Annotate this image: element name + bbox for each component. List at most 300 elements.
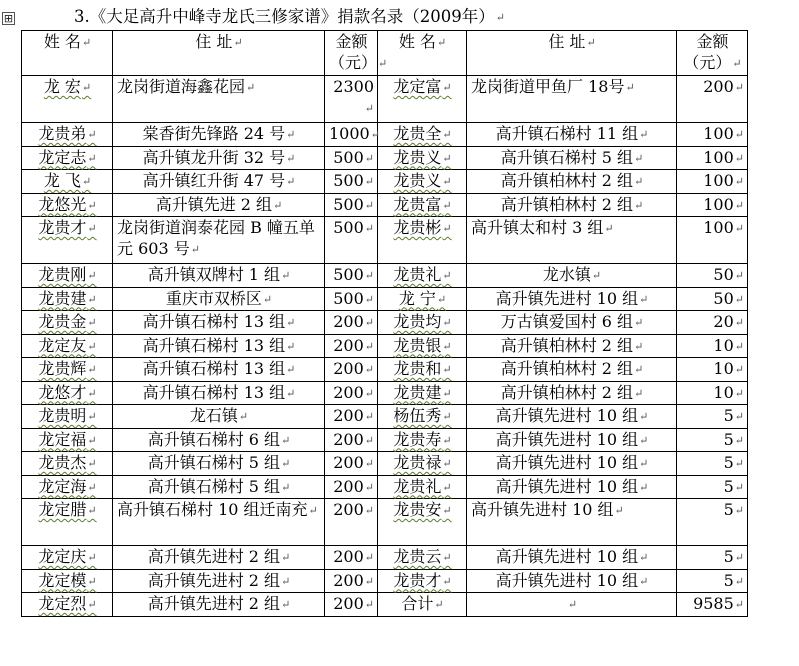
donor-amount-cell	[677, 475, 748, 499]
cell-end-mark: ↵	[442, 410, 452, 423]
donor-address-cell	[113, 76, 325, 123]
donor-address-text: 高升镇柏林村 2 组	[500, 194, 634, 214]
donor-amount-cell	[325, 170, 378, 194]
cell-end-mark: ↵	[634, 316, 644, 329]
donor-name-text: 龙悠光	[38, 194, 87, 214]
cell-end-mark: ↵	[87, 480, 97, 494]
cell-end-mark: ↵	[87, 598, 97, 611]
donor-address-text: 高升镇柏林村 2 组	[500, 382, 634, 402]
donor-name-text: 龙定海	[38, 476, 87, 496]
donor-name-text: 龙贵彬	[393, 218, 442, 237]
donor-amount-cell	[677, 217, 748, 264]
donor-amount-text: 200	[703, 77, 734, 96]
cell-end-mark: ↵	[442, 222, 452, 235]
donor-name-cell	[22, 381, 113, 405]
table-row	[22, 146, 748, 170]
donor-address-cell	[467, 334, 677, 358]
cell-end-mark: ↵	[364, 102, 374, 115]
donor-amount-text: 100	[703, 124, 734, 143]
donor-amount-text: 5	[723, 429, 734, 449]
cell-end-mark: ↵	[734, 81, 744, 94]
cell-end-mark: ↵	[364, 222, 374, 235]
donor-name-text: 龙定腊	[38, 500, 87, 519]
donor-amount-cell	[677, 428, 748, 452]
cell-end-mark: ↵	[567, 598, 578, 611]
donor-address-cell	[113, 499, 325, 546]
donor-name-cell	[378, 193, 467, 217]
cell-end-mark: ↵	[87, 504, 97, 517]
donor-amount-cell	[325, 381, 378, 405]
paragraph-mark: ↵	[495, 11, 505, 24]
donor-name-text: 龙定烈	[38, 594, 87, 613]
cell-end-mark: ↵	[281, 574, 291, 588]
donor-name-text: 龙贵礼	[393, 265, 442, 284]
donor-amount-text: 10	[713, 359, 734, 378]
cell-end-mark: ↵	[364, 598, 374, 611]
donor-address-cell	[467, 593, 677, 617]
donor-amount-cell	[677, 123, 748, 147]
donor-amount-cell	[677, 287, 748, 311]
cell-end-mark: ↵	[734, 175, 744, 188]
donor-name-text: 龙贵安	[393, 500, 442, 519]
donor-name-cell	[22, 499, 113, 546]
cell-end-mark: ↵	[281, 457, 291, 470]
cell-end-mark: ↵	[286, 363, 296, 376]
donor-amount-cell	[677, 264, 748, 288]
donor-amount-text: 200	[333, 429, 364, 449]
donor-amount-text: 100	[703, 194, 734, 214]
cell-end-mark: ↵	[246, 81, 256, 94]
donor-address-cell	[467, 311, 677, 335]
cell-end-mark: ↵	[87, 269, 97, 282]
donor-amount-cell	[325, 311, 378, 335]
cell-end-mark: ↵	[281, 269, 291, 282]
table-row	[22, 334, 748, 358]
cell-end-mark: ↵	[639, 410, 649, 423]
donor-address-text: 高升镇先进 2 组	[155, 194, 273, 214]
cell-end-mark: ↵	[442, 316, 452, 329]
donor-name-cell	[22, 405, 113, 429]
table-move-handle[interactable]: ⊞	[3, 12, 14, 25]
donor-name-cell	[378, 76, 467, 123]
donor-address-cell	[467, 193, 677, 217]
header-amount-1: 金额 （元）↵	[325, 31, 378, 76]
cell-end-mark: ↵	[734, 269, 744, 282]
donor-name-cell	[22, 546, 113, 570]
donor-address-cell	[113, 123, 325, 147]
cell-end-mark: ↵	[442, 128, 452, 141]
donor-name-text: 龙贵辉	[38, 359, 87, 378]
cell-end-mark: ↵	[734, 339, 744, 353]
cell-end-mark: ↵	[734, 316, 744, 329]
cell-end-mark: ↵	[364, 175, 374, 188]
cell-end-mark: ↵	[238, 410, 249, 423]
donor-name-cell	[22, 123, 113, 147]
donor-name-text: 龙贵才	[393, 570, 442, 590]
donor-amount-text: 100	[703, 147, 734, 167]
cell-end-mark: ↵	[442, 574, 452, 588]
cell-end-mark: ↵	[634, 363, 644, 376]
donor-amount-text: 500	[333, 265, 364, 284]
donor-address-cell	[113, 170, 325, 194]
donor-address-text: 高升镇先进村 10 组	[471, 500, 614, 519]
donation-table	[21, 30, 748, 617]
cell-end-mark: ↵	[364, 316, 374, 329]
donor-name-cell	[378, 170, 467, 194]
table-row	[22, 76, 748, 123]
donor-address-cell	[467, 358, 677, 382]
donor-amount-text: 200	[333, 335, 364, 355]
donor-amount-text: 5	[723, 570, 734, 590]
donor-address-text: 高升镇柏林村 2 组	[500, 171, 634, 190]
donor-address-text: 龙岗街道海鑫花园	[117, 77, 246, 96]
donor-address-text: 龙岗街道甲鱼厂 18号	[471, 77, 625, 96]
donor-address-text: 高升镇石梯村 10 组迁南充	[117, 500, 308, 519]
donor-name-cell	[22, 358, 113, 382]
donor-name-text: 龙定模	[38, 570, 87, 590]
donor-amount-cell	[677, 76, 748, 123]
cell-end-mark: ↵	[81, 81, 92, 94]
cell-end-mark: ↵	[734, 574, 744, 588]
cell-end-mark: ↵	[634, 198, 644, 212]
donor-amount-text: 1000	[329, 124, 370, 143]
donor-address-cell	[467, 452, 677, 476]
cell-end-mark: ↵	[442, 386, 452, 400]
donor-amount-cell	[325, 76, 378, 123]
donor-name-cell	[378, 264, 467, 288]
cell-end-mark: ↵	[734, 410, 744, 423]
donor-address-text: 高升镇先进村 10 组	[495, 476, 639, 496]
donor-name-text: 龙 宏	[43, 77, 81, 96]
donor-amount-text: 500	[333, 218, 364, 237]
donor-address-text: 高升镇太和村 3 组	[471, 218, 604, 237]
donor-address-text: 高升镇石梯村 13 组	[142, 359, 286, 378]
donor-amount-cell	[325, 452, 378, 476]
donor-name-text: 龙贵均	[393, 312, 442, 331]
donor-amount-cell	[325, 358, 378, 382]
cell-end-mark: ↵	[364, 198, 374, 212]
cell-end-mark: ↵	[281, 433, 291, 447]
cell-end-mark: ↵	[634, 175, 644, 188]
cell-end-mark: ↵	[734, 198, 744, 212]
donor-address-cell	[113, 452, 325, 476]
donor-amount-text: 5	[723, 500, 734, 519]
donor-address-cell	[113, 593, 325, 617]
donor-address-cell	[467, 170, 677, 194]
donor-amount-text: 10	[713, 382, 734, 402]
header-name-2: 姓 名↵	[378, 31, 467, 76]
donor-name-cell	[22, 193, 113, 217]
donor-amount-cell	[677, 311, 748, 335]
donor-name-text: 龙贵全	[393, 124, 442, 143]
donor-name-text: 龙贵义	[393, 171, 442, 190]
donor-name-text: 龙贵建	[38, 288, 87, 308]
donor-address-text: 高升镇龙升街 32 号	[142, 147, 286, 167]
donor-name-text: 龙贵刚	[38, 265, 87, 284]
donor-name-cell	[22, 428, 113, 452]
cell-end-mark: ↵	[286, 128, 296, 141]
donor-name-text: 龙贵云	[393, 547, 442, 566]
cell-end-mark: ↵	[639, 457, 649, 470]
donor-name-cell	[378, 405, 467, 429]
cell-end-mark: ↵	[273, 198, 283, 212]
donor-amount-cell	[325, 499, 378, 546]
donor-amount-cell	[325, 146, 378, 170]
donor-address-cell	[113, 334, 325, 358]
cell-end-mark: ↵	[442, 198, 452, 212]
cell-end-mark: ↵	[286, 175, 296, 188]
header-address-1: 住 址↵	[113, 31, 325, 76]
table-row	[22, 311, 748, 335]
cell-end-mark: ↵	[87, 551, 97, 564]
donor-address-cell	[113, 405, 325, 429]
donor-amount-cell	[325, 193, 378, 217]
donor-amount-text: 200	[333, 570, 364, 590]
donor-name-cell	[22, 593, 113, 617]
donor-name-cell	[22, 475, 113, 499]
cell-end-mark: ↵	[734, 457, 744, 470]
cell-end-mark: ↵	[442, 433, 452, 447]
cell-end-mark: ↵	[87, 339, 97, 353]
donor-address-text: 高升镇石梯村 13 组	[142, 312, 286, 331]
donor-address-cell	[113, 264, 325, 288]
donor-name-text: 龙贵义	[393, 147, 442, 167]
donor-name-cell	[22, 76, 113, 123]
donor-address-cell	[467, 123, 677, 147]
donor-address-text: 高升镇石梯村 11 组	[495, 124, 639, 143]
donor-address-text: 高升镇先进村 10 组	[495, 288, 639, 308]
cell-end-mark: ↵	[87, 222, 97, 235]
donor-name-text: 龙贵礼	[393, 476, 442, 496]
donor-name-text: 龙贵建	[393, 382, 442, 402]
donor-address-text: 高升镇先进村 10 组	[495, 570, 639, 590]
donor-amount-cell	[677, 381, 748, 405]
donor-name-cell	[378, 569, 467, 593]
donor-amount-text: 5	[723, 406, 734, 425]
cell-end-mark: ↵	[262, 292, 273, 306]
cell-end-mark: ↵	[734, 598, 744, 611]
donor-amount-cell	[677, 546, 748, 570]
donor-address-cell	[467, 569, 677, 593]
cell-end-mark: ↵	[442, 175, 452, 188]
donor-name-text: 龙贵明	[38, 406, 87, 425]
cell-end-mark: ↵	[364, 363, 374, 376]
donor-address-cell	[467, 546, 677, 570]
donor-address-text: 高升镇红升街 47 号	[142, 171, 286, 190]
donor-address-cell	[113, 428, 325, 452]
donor-amount-text: 5	[723, 476, 734, 496]
cell-end-mark: ↵	[286, 151, 296, 165]
cell-end-mark: ↵	[364, 574, 374, 588]
cell-end-mark: ↵	[734, 386, 744, 400]
donor-amount-cell	[677, 146, 748, 170]
cell-end-mark: ↵	[190, 243, 200, 256]
donor-amount-text: 500	[333, 147, 364, 167]
donor-name-cell	[22, 452, 113, 476]
cell-end-mark: ↵	[442, 269, 452, 282]
donor-amount-text: 50	[713, 288, 734, 308]
table-row	[22, 428, 748, 452]
cell-end-mark: ↵	[734, 480, 744, 494]
cell-end-mark: ↵	[442, 480, 452, 494]
donor-address-cell	[467, 76, 677, 123]
cell-end-mark: ↵	[87, 433, 97, 447]
cell-end-mark: ↵	[87, 410, 97, 423]
cell-end-mark: ↵	[364, 269, 374, 282]
donor-address-text: 高升镇石梯村 5 组	[500, 147, 634, 167]
donor-address-text: 高升镇先进村 10 组	[495, 547, 639, 566]
donor-address-cell	[467, 217, 677, 264]
donor-name-cell	[22, 264, 113, 288]
donor-name-cell	[378, 146, 467, 170]
donor-name-text: 合计	[401, 594, 434, 613]
table-row	[22, 123, 748, 147]
donor-amount-cell	[677, 334, 748, 358]
donor-amount-text: 2300	[333, 77, 374, 96]
donor-address-cell	[467, 146, 677, 170]
donor-address-text: 高升镇先进村 2 组	[147, 547, 281, 566]
donor-address-cell	[467, 381, 677, 405]
donor-amount-text: 5	[723, 453, 734, 472]
donor-amount-text: 100	[703, 171, 734, 190]
donor-name-cell	[378, 123, 467, 147]
donor-address-text: 高升镇石梯村 5 组	[147, 476, 281, 496]
donor-name-cell	[378, 287, 467, 311]
donor-name-cell	[378, 546, 467, 570]
table-row	[22, 475, 748, 499]
cell-end-mark: ↵	[591, 269, 602, 282]
header-amount-2: 金额 （元）↵	[677, 31, 748, 76]
cell-end-mark: ↵	[370, 128, 380, 141]
donor-amount-cell	[325, 546, 378, 570]
donor-address-text: 高升镇石梯村 5 组	[147, 453, 281, 472]
donor-amount-text: 200	[333, 476, 364, 496]
donor-address-text: 万古镇爱国村 6 组	[500, 312, 634, 331]
donor-address-text: 高升镇柏林村 2 组	[500, 359, 634, 378]
document-title	[74, 6, 754, 28]
donor-amount-cell	[677, 193, 748, 217]
donor-name-cell	[378, 499, 467, 546]
cell-end-mark: ↵	[364, 433, 374, 447]
donor-name-cell	[378, 475, 467, 499]
cell-end-mark: ↵	[639, 574, 649, 588]
donor-name-text: 龙定福	[38, 429, 87, 449]
cell-end-mark: ↵	[442, 339, 452, 353]
cell-end-mark: ↵	[434, 598, 444, 611]
cell-end-mark: ↵	[364, 551, 374, 564]
donor-name-text: 龙定富	[393, 77, 442, 96]
donor-address-text: 棠香街先锋路 24 号	[142, 124, 286, 143]
cell-end-mark: ↵	[734, 222, 744, 235]
donor-name-text: 龙贵杰	[38, 453, 87, 472]
cell-end-mark: ↵	[364, 386, 374, 400]
donor-address-text: 高升镇石梯村 13 组	[142, 382, 286, 402]
donor-address-text: 重庆市双桥区	[165, 288, 262, 308]
table-row	[22, 193, 748, 217]
table-row	[22, 452, 748, 476]
header-name-1: 姓 名↵	[22, 31, 113, 76]
donor-amount-cell	[325, 217, 378, 264]
cell-end-mark: ↵	[87, 363, 97, 376]
donor-address-cell	[113, 475, 325, 499]
donor-name-cell	[22, 287, 113, 311]
donor-name-cell	[378, 358, 467, 382]
table-row	[22, 593, 748, 617]
donor-address-text: 龙水镇	[542, 265, 591, 284]
donor-name-cell	[378, 217, 467, 264]
donor-address-cell	[467, 287, 677, 311]
donor-amount-cell	[325, 593, 378, 617]
cell-end-mark: ↵	[639, 433, 649, 447]
donor-name-cell	[378, 452, 467, 476]
donor-address-cell	[467, 405, 677, 429]
donor-name-cell	[22, 334, 113, 358]
cell-end-mark: ↵	[639, 551, 649, 564]
donor-address-text: 高升镇先进村 10 组	[495, 406, 639, 425]
donor-amount-text: 500	[333, 288, 364, 308]
table-row	[22, 264, 748, 288]
cell-end-mark: ↵	[442, 504, 452, 517]
cell-end-mark: ↵	[308, 504, 318, 517]
cell-end-mark: ↵	[87, 198, 97, 212]
donor-amount-text: 200	[333, 312, 364, 331]
cell-end-mark: ↵	[87, 128, 97, 141]
donor-address-text: 高升镇先进村 2 组	[147, 594, 281, 613]
cell-end-mark: ↵	[87, 574, 97, 588]
donor-address-cell	[113, 193, 325, 217]
cell-end-mark: ↵	[625, 81, 635, 94]
donor-address-cell	[113, 381, 325, 405]
donor-amount-text: 500	[333, 171, 364, 190]
cell-end-mark: ↵	[734, 151, 744, 165]
donor-amount-text: 200	[333, 406, 364, 425]
donor-amount-cell	[325, 405, 378, 429]
title-text: 3.《大足高升中峰寺龙氏三修家谱》捐款名录（2009年）	[74, 7, 495, 26]
cell-end-mark: ↵	[87, 316, 97, 329]
cell-end-mark: ↵	[364, 292, 374, 306]
cell-end-mark: ↵	[639, 292, 649, 306]
table-row	[22, 499, 748, 546]
cell-end-mark: ↵	[286, 386, 296, 400]
cell-end-mark: ↵	[87, 457, 97, 470]
cell-end-mark: ↵	[639, 480, 649, 494]
cell-end-mark: ↵	[364, 457, 374, 470]
donor-address-text: 龙石镇	[189, 406, 238, 425]
donor-name-text: 龙贵才	[38, 218, 87, 237]
donor-address-cell	[113, 358, 325, 382]
donor-name-cell	[22, 569, 113, 593]
donor-address-text: 高升镇柏林村 2 组	[500, 335, 634, 355]
cell-end-mark: ↵	[634, 386, 644, 400]
donor-name-text: 龙悠才	[38, 382, 87, 402]
donor-amount-text: 10	[713, 335, 734, 355]
cell-end-mark: ↵	[436, 292, 447, 306]
donor-amount-text: 200	[333, 382, 364, 402]
donor-amount-text: 200	[333, 453, 364, 472]
cell-end-mark: ↵	[634, 151, 644, 165]
donor-name-text: 杨伍秀	[393, 406, 442, 425]
donor-address-cell	[467, 499, 677, 546]
donor-amount-text: 9585	[693, 594, 734, 613]
donor-name-cell	[22, 146, 113, 170]
donor-name-cell	[22, 217, 113, 264]
donor-amount-text: 5	[723, 547, 734, 566]
donor-amount-text: 50	[713, 265, 734, 284]
cell-end-mark: ↵	[734, 292, 744, 306]
donor-name-cell	[378, 334, 467, 358]
cell-end-mark: ↵	[87, 151, 97, 165]
donor-name-text: 龙贵富	[393, 194, 442, 214]
